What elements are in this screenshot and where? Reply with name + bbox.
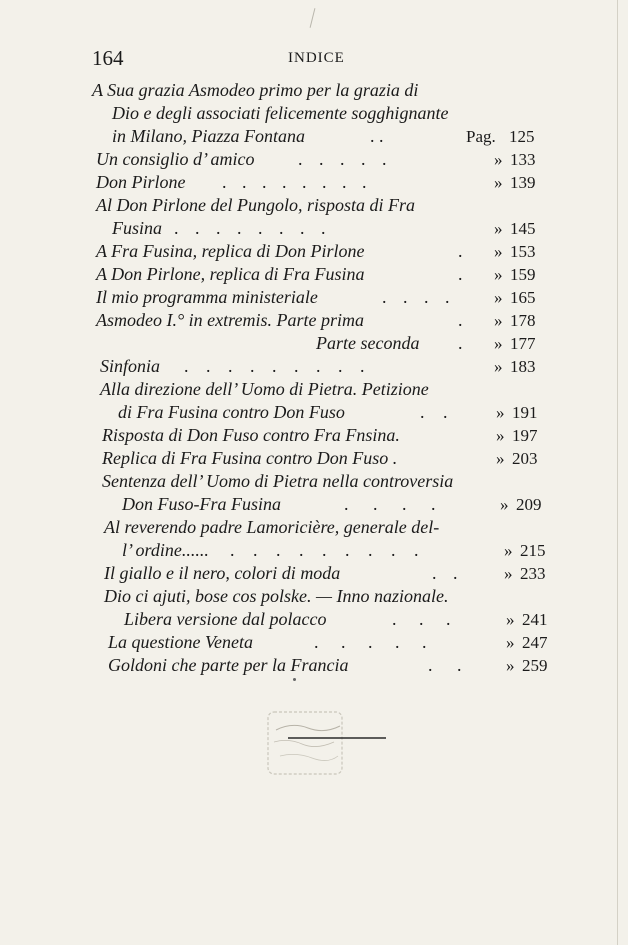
page-ref: 203 (512, 449, 538, 468)
page-ref: 145 (510, 219, 536, 238)
entry-line: Risposta di Don Fuso contro Fra Fnsina. (102, 425, 400, 445)
entry-line: Sentenza dell’ Uomo di Pietra nella controversia (102, 471, 454, 491)
leader-dots: . . . (392, 609, 451, 629)
page-ref: 178 (510, 311, 536, 330)
entry-line: Don Fuso-Fra Fusina (122, 494, 281, 514)
leader-dots: . (458, 264, 463, 284)
entry-line: A Don Pirlone, replica di Fra Fusina (96, 264, 365, 284)
leader-dots: . . (420, 402, 448, 422)
page-ref: 125 (509, 127, 535, 146)
entry-line: A Fra Fusina, replica di Don Pirlone (96, 241, 365, 261)
page-ref: 209 (516, 495, 542, 514)
page-label: » (506, 633, 515, 652)
entry-line: Un consiglio d’ amico (96, 149, 255, 169)
running-head: INDICE (288, 50, 345, 66)
leader-dots: . . . . . . . . . (230, 540, 419, 560)
page-ref: 183 (510, 357, 536, 376)
entry-line: A Sua grazia Asmodeo primo per la grazia di (92, 80, 419, 100)
leader-dots: . . . . (382, 287, 450, 307)
page-header (92, 46, 512, 72)
page-ref: 259 (522, 656, 548, 675)
page-label: » (494, 219, 503, 238)
page-label: » (494, 265, 503, 284)
entry-line: Alla direzione dell’ Uomo di Pietra. Petizione (100, 379, 429, 399)
page-label: » (504, 564, 513, 583)
leader-dots: . (458, 333, 463, 353)
entry-line: Replica di Fra Fusina contro Don Fuso . (102, 448, 398, 468)
leader-dots: . (458, 310, 463, 330)
entry-line: Libera versione dal polacco (124, 609, 327, 629)
page-ref: 177 (510, 334, 536, 353)
leader-dots: . . . . . . . . (174, 218, 326, 238)
leader-dots: . . . . . . . . (222, 172, 367, 192)
page-label: » (494, 334, 503, 353)
page-label: » (494, 173, 503, 192)
entry-line: Dio ci ajuti, bose cos polske. — Inno nazionale. (104, 586, 449, 606)
paper-mark (310, 8, 316, 28)
leader-dots: . . . . . (314, 632, 427, 652)
entry-line: Don Pirlone (96, 172, 186, 192)
page-label: » (496, 426, 505, 445)
page-number: 164 (92, 46, 124, 70)
page-label: » (496, 403, 505, 422)
entry-line: Il mio programma ministeriale (96, 287, 318, 307)
entry-line: Goldoni che parte per la Francia (108, 655, 349, 675)
page-ref: 153 (510, 242, 536, 261)
page-ref: 233 (520, 564, 546, 583)
entry-line: Al reverendo padre Lamoricière, generale del- (104, 517, 440, 537)
entry-line: Asmodeo I.° in extremis. Parte prima (96, 310, 364, 330)
page-label: » (506, 656, 515, 675)
page-label: » (500, 495, 509, 514)
leader-dots: . . . . . (298, 149, 387, 169)
page-ref: 241 (522, 610, 548, 629)
entry-line: Parte seconda (316, 333, 420, 353)
page-label: » (494, 150, 503, 169)
page-label: » (494, 242, 503, 261)
entry-line: Il giallo e il nero, colori di moda (104, 563, 341, 583)
page-label: » (494, 357, 503, 376)
entry-line: l’ ordine...... (122, 540, 209, 560)
page-ref: 159 (510, 265, 536, 284)
page-label: » (504, 541, 513, 560)
entry-line: di Fra Fusina contro Don Fuso (118, 402, 345, 422)
page-ref: 139 (510, 173, 536, 192)
page-label: » (506, 610, 515, 629)
page-ref: 133 (510, 150, 536, 169)
leader-dots: . . . . . . . . . (184, 356, 365, 376)
library-stamp-icon (262, 708, 390, 780)
entry-line: La questione Veneta (108, 632, 253, 652)
leader-dots: . . (428, 655, 462, 675)
page-label: Pag. (466, 127, 496, 146)
entry-line: Dio e degli associati felicemente sogghignante (112, 103, 449, 123)
printer-mark (293, 678, 296, 681)
page-edge-line (617, 0, 618, 945)
page-ref: 247 (522, 633, 548, 652)
leader-dots: . . (370, 126, 384, 146)
page-label: » (494, 311, 503, 330)
leader-dots: . . . . (344, 494, 436, 514)
page-ref: 191 (512, 403, 538, 422)
page-ref: 215 (520, 541, 546, 560)
entry-line: Al Don Pirlone del Pungolo, risposta di Fra (96, 195, 415, 215)
page-label: » (496, 449, 505, 468)
entry-line: in Milano, Piazza Fontana (112, 126, 305, 146)
page-ref: 165 (510, 288, 536, 307)
page-label: » (494, 288, 503, 307)
leader-dots: . . (432, 563, 458, 583)
leader-dots: . (458, 241, 463, 261)
entry-line: Sinfonia (100, 356, 161, 376)
entry-line: Fusina (112, 218, 163, 238)
page-ref: 197 (512, 426, 538, 445)
